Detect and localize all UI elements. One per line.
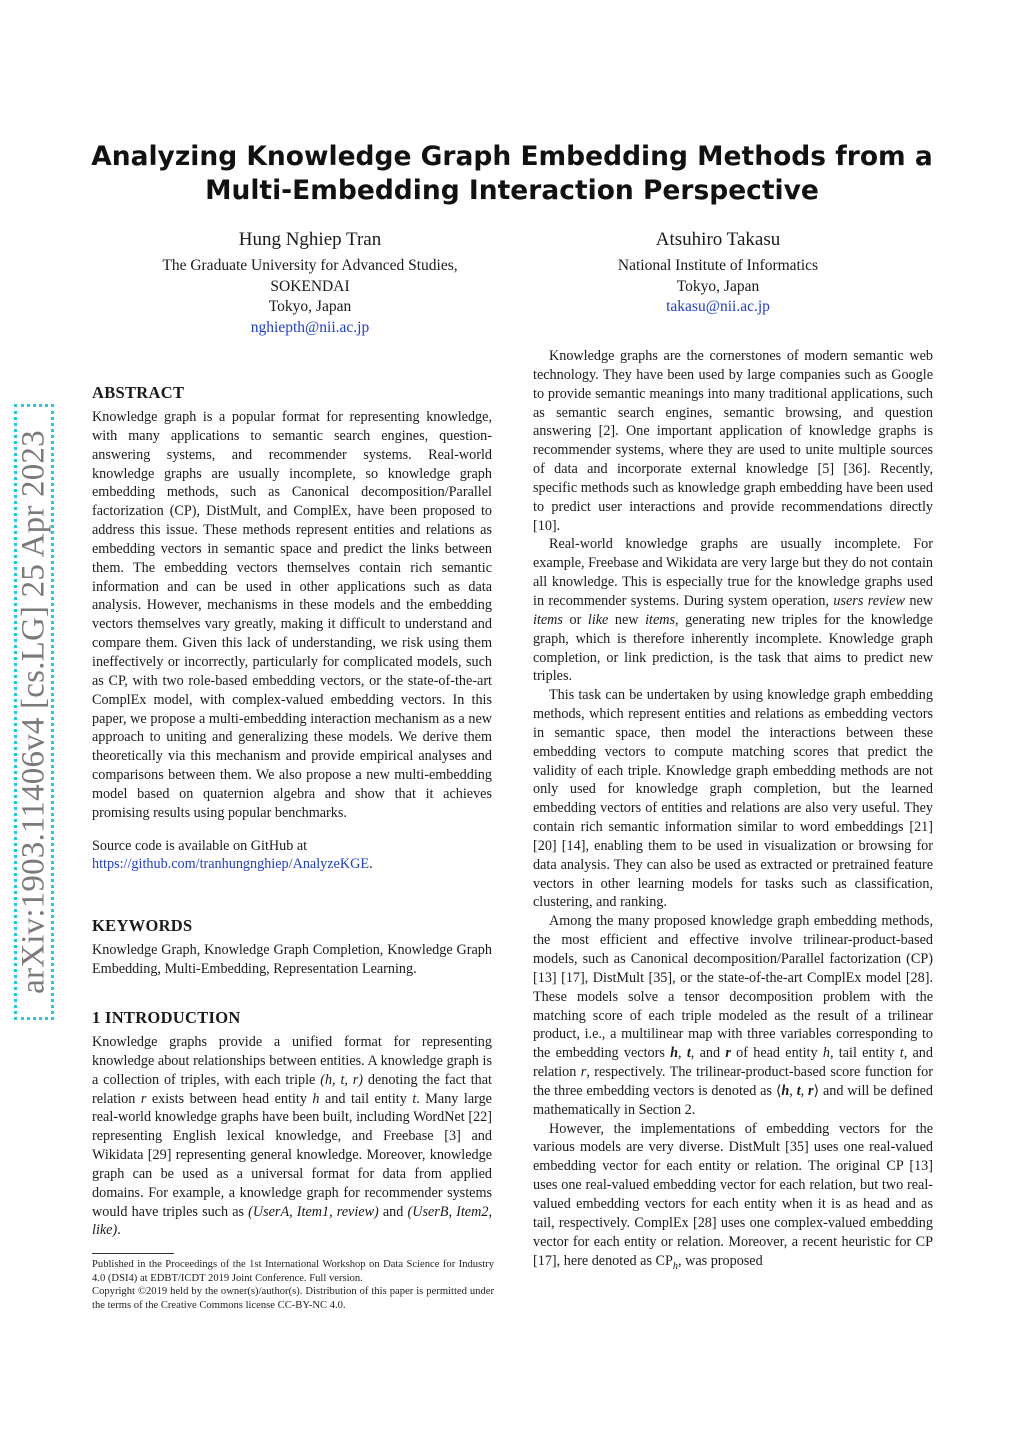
text-run: , — [678, 1045, 687, 1062]
arxiv-stamp — [14, 404, 54, 1020]
body-paragraph — [533, 686, 933, 912]
author-block-1 — [110, 228, 510, 338]
body-paragraph — [533, 912, 933, 1119]
text-run: , was proposed — [677, 1252, 763, 1269]
text-run: users review — [833, 592, 905, 609]
text-run: and — [378, 1203, 408, 1220]
keywords-heading: KEYWORDS — [92, 916, 193, 935]
introduction-heading: 1 INTRODUCTION — [92, 1008, 241, 1027]
text-run: h — [672, 1260, 678, 1272]
text-run: (UserB, Item2, like) — [92, 1203, 492, 1239]
text-run: , — [789, 1082, 797, 1099]
github-link[interactable]: https://github.com/tranhungnghiep/AnalyzeKGE — [92, 856, 370, 873]
source-code-note — [92, 837, 492, 875]
author-affiliation: The Graduate University for Advanced Studies, — [162, 257, 458, 274]
source-code-text: Source code is available on GitHub at — [92, 837, 308, 854]
text-run: items — [533, 611, 563, 628]
text-run: h — [670, 1045, 679, 1062]
body-paragraph — [533, 535, 933, 686]
text-run: items — [645, 611, 676, 628]
text-run: , and relation — [533, 1045, 933, 1081]
text-run: ⟩ and will be defined mathematically in Section 2. — [533, 1082, 934, 1118]
text-run: , tail entity — [829, 1045, 900, 1062]
author-location: Tokyo, Japan — [676, 277, 760, 295]
text-run: r — [580, 1064, 587, 1081]
abstract-text: Knowledge graph is a popular format for representing knowledge, with many applications to semantic search engines, question-answering systems, and recommender systems. Real-world knowledge graphs are usually incomplete, so knowledge graph embedding methods, such as Canonical decomposition/Parallel factorization (CP), DistMult, and ComplEx, have been proposed to address this issue. These methods represent entities and relations as embedding vectors in semantic space and predict the links between them. The embedding vectors themselves contain rich semantic information and can be used in other applications such as data analysis. However, mechanisms in these models and the embedding vectors themselves vary greatly, making it difficult to understand and compare them. Given this lack of understanding, we risk using them ineffectively or incorrectly, particularly for complicated models, such as CP, with two role-based embedding vectors, or the state-of-the-art ComplEx model, with complex-valued embedding vectors. In this paper, we propose a multi-embedding interaction mechanism as a new approach to uniting and generalizing these models. We derive them theoretically via this mechanism and provide empirical analyses and comparisons between them. We also propose a new multi-embedding model based on quaternion algebra and show that it achieves promising results using popular benchmarks. — [92, 409, 492, 821]
footnote-publication: Published in the Proceedings of the 1st International Workshop on Data Science for Industry 4.0 (DSI4) at EDBT/ICDT 2019 Joint Conference. Full version. — [92, 1259, 494, 1284]
text-run: , generating new triples for the knowledge graph, which is therefore inherently incomplete. Knowledge graph completion, or link prediction, is the task that aims to predict new triples. — [533, 611, 933, 685]
text-run: new — [608, 611, 646, 628]
author-email-link[interactable]: nghiepth@nii.ac.jp — [250, 318, 370, 336]
author-affiliation: National Institute of Informatics — [617, 257, 819, 274]
text-run: , — [800, 1082, 809, 1099]
text-run: new — [905, 592, 933, 609]
body-paragraph — [533, 347, 933, 535]
text-run: , and — [690, 1045, 726, 1062]
author-email-link[interactable]: takasu@nii.ac.jp — [666, 298, 770, 316]
text-run: . Many large real-world knowledge graphs have been built, including WordNet [22] representing English lexical knowledge, and Freebase [3] and Wikidata [29] representing general knowledge. Moreover, knowledge graph can be used as a universal format for data from applied domains. For example, a knowledge graph for recommender systems would have triples such as — [92, 1090, 492, 1220]
text-run: , respectively. The trilinear-product-based score function for the three embedding vectors is denoted as ⟨ — [533, 1064, 933, 1099]
text-run: t — [796, 1082, 801, 1099]
author-name: Hung Nghiep Tran — [238, 229, 382, 250]
footnote-copyright: Copyright ©2019 held by the owner(s)/author(s). Distribution of this paper is permitted under the terms of the Creative Commons license CC-BY-NC 4.0. — [92, 1286, 494, 1311]
text-run: Knowledge graphs provide a unified format for representing knowledge about relationships between entities. A knowledge graph is a collection of triples, with each triple — [92, 1034, 492, 1088]
source-code-period: . — [369, 856, 373, 873]
author-affiliation: SOKENDAI — [270, 277, 350, 295]
text-run: exists between head entity — [146, 1090, 313, 1107]
text-run: h — [822, 1045, 830, 1062]
footnote — [92, 1258, 494, 1312]
text-run: of head entity — [730, 1045, 823, 1062]
text-run: h — [312, 1090, 320, 1107]
introduction-paragraph — [92, 1033, 492, 1240]
text-run: denoting the fact that relation — [92, 1071, 492, 1107]
text-run: t — [686, 1045, 691, 1062]
text-run: like — [587, 611, 609, 628]
text-run: r — [808, 1082, 814, 1099]
text-run: h — [781, 1082, 790, 1099]
text-run: (UserA, Item1, review) — [248, 1203, 379, 1220]
text-run: r — [725, 1045, 731, 1062]
text-run: t — [412, 1090, 417, 1107]
title-line-1: Analyzing Knowledge Graph Embedding Methods from a — [91, 141, 933, 172]
author-name: Atsuhiro Takasu — [655, 229, 781, 250]
right-column-text — [533, 347, 933, 1276]
keywords-section — [92, 941, 492, 979]
text-run: Among the many proposed knowledge graph embedding methods, the most efficient and effective involve trilinear-product-based models, such as Canonical decomposition/Parallel factorization (CP) [13] [17], DistMult [35], or the state-of-the-art ComplEx model [28]. These models solve a tensor decomposition problem with the matching score of each triple modeled as the result of a trilinear product, i.e., a multilinear map with three variables corresponding to the embedding vectors — [533, 913, 933, 1062]
text-run: t — [899, 1045, 904, 1062]
abstract-section — [92, 408, 492, 874]
paper-title — [90, 140, 934, 208]
arxiv-identifier: arXiv:1903.11406v4 [cs.LG] 25 Apr 2023 — [15, 430, 52, 994]
text-run: However, the implementations of embedding vectors for the various models are very diverse. DistMult [35] uses one real-valued embedding vector for each entity or relation. The original CP [13] uses one real-valued embedding vector for each relation, but two real-valued embedding vectors for each entity when it is as head and as tail, respectively. ComplEx [28] uses one complex-valued embedding vector for each entity or relation. Moreover, a recent heuristic for CP [17], here denoted as CP — [533, 1120, 933, 1269]
text-run: Knowledge graphs are the cornerstones of modern semantic web technology. They have been used by large companies such as Google to provide semantic meanings into many traditional applications, such as semantic search engines, semantic browsing, and question answering [2]. One important application of knowledge graphs is recommender systems, where they are used to unite multiple sources of data and incorporate external knowledge [5] [36]. Recently, specific methods such as knowledge graph embedding have been used to predict user interactions and provide recommendations directly [10]. — [533, 348, 933, 534]
keywords-text: Knowledge Graph, Knowledge Graph Completion, Knowledge Graph Embedding, Multi-Embedding, Representation Learning. — [92, 942, 492, 977]
text-run: (h, t, r) — [320, 1071, 364, 1088]
text-run: Real-world knowledge graphs are usually incomplete. For example, Freebase and Wikidata are very large but they do not contain all knowledge. This is especially true for the knowledge graphs used in recommender systems. During system operation, — [533, 536, 933, 609]
title-line-2: Multi-Embedding Interaction Perspective — [205, 175, 819, 206]
footnote-divider — [92, 1253, 174, 1254]
text-run: . — [117, 1222, 121, 1239]
abstract-heading: ABSTRACT — [92, 383, 185, 402]
text-run: and tail entity — [319, 1090, 413, 1107]
body-paragraph — [533, 1120, 933, 1277]
text-run: r — [140, 1090, 147, 1107]
text-run: This task can be undertaken by using knowledge graph embedding methods, which represent entities and relations as embedding vectors in semantic space, then model the interactions between these embedding vectors to compute matching scores that predict the validity of each triple. Knowledge graph embedding methods are not only used for knowledge graph completion, but the learned embedding vectors of entities and relations are also very useful. They contain rich semantic information similar to word embeddings [21] [20] [14], enabling them to be used in visualization or browsing for data analysis. They can also be used as extracted or pretrained feature vectors in other learning models for tasks such as classification, clustering, and ranking. — [533, 687, 933, 911]
text-run: or — [562, 611, 588, 628]
author-block-2 — [550, 228, 886, 318]
introduction-section — [92, 1033, 492, 1240]
author-location: Tokyo, Japan — [268, 298, 352, 316]
